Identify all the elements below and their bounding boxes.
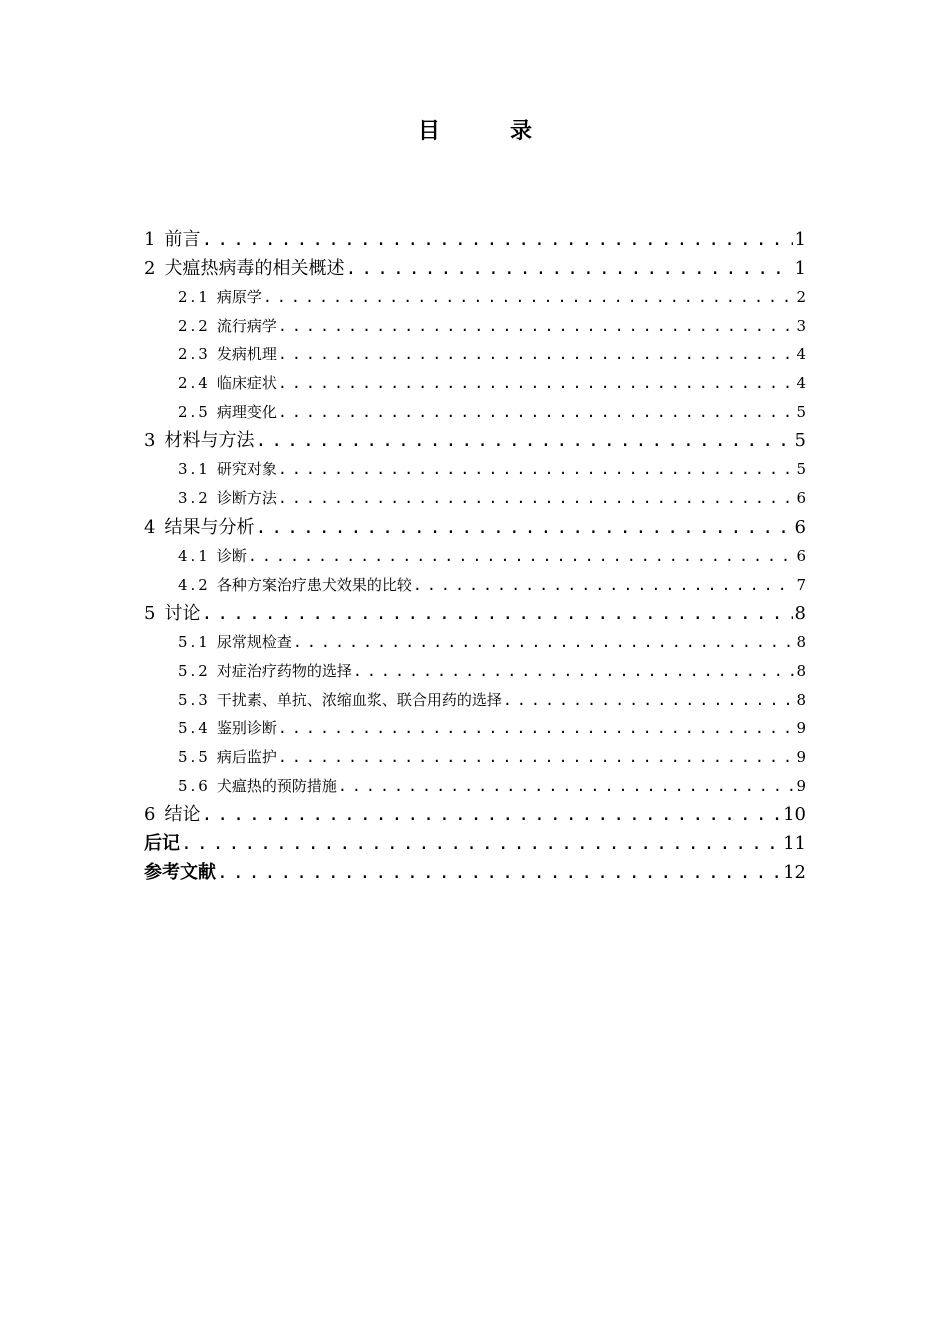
toc-entry[interactable] [144, 628, 806, 657]
toc-entry[interactable] [144, 398, 806, 427]
toc-entry-page-number: 6 [794, 516, 806, 538]
toc-entry[interactable] [144, 513, 806, 542]
toc-entry[interactable] [144, 369, 806, 398]
toc-entry[interactable] [144, 225, 806, 254]
toc-entry[interactable] [144, 599, 806, 628]
toc-dot-leader [278, 743, 795, 772]
toc-dot-leader [278, 714, 795, 743]
toc-entry[interactable] [144, 657, 806, 686]
toc-dot-leader [201, 599, 792, 628]
toc-entry-title: 发病机理 [216, 345, 277, 364]
toc-entry-page-number: 2 [796, 288, 806, 306]
toc-entry-number: 5.4 [178, 719, 211, 738]
toc-entry[interactable] [144, 829, 806, 858]
toc-entry-number: 5.6 [178, 776, 211, 795]
toc-dot-leader [255, 426, 792, 455]
toc-entry-title: 对症治疗药物的选择 [216, 661, 352, 680]
toc-entry-page-number: 12 [783, 862, 806, 884]
toc-dot-leader [278, 484, 795, 513]
toc-entry[interactable] [144, 484, 806, 513]
toc-entry-page-number: 8 [796, 633, 806, 652]
toc-entry-title: 犬瘟热的预防措施 [216, 776, 337, 795]
toc-dot-leader [278, 340, 795, 369]
toc-dot-leader [278, 312, 795, 341]
toc-entry-title: 讨论 [164, 603, 201, 625]
toc-entry-number: 2.1 [178, 288, 211, 306]
toc-entry-title: 病原学 [216, 288, 262, 306]
toc-dot-leader [353, 657, 795, 686]
toc-entry-page-number: 3 [796, 316, 806, 335]
toc-entry-title: 结果与分析 [164, 516, 255, 538]
toc-entry-number: 5.5 [178, 747, 211, 766]
toc-entry-page-number: 8 [796, 690, 806, 709]
toc-entry-title: 各种方案治疗患犬效果的比较 [216, 575, 412, 594]
toc-dot-leader [217, 858, 781, 887]
toc-dot-leader [248, 542, 795, 571]
toc-entry-page-number: 9 [796, 776, 806, 795]
toc-entry-page-number: 9 [796, 719, 806, 738]
toc-entry-page-number: 10 [783, 804, 806, 826]
toc-entry[interactable] [144, 571, 806, 600]
toc-entry-page-number: 4 [796, 345, 806, 364]
toc-entry-title: 尿常规检查 [216, 633, 292, 652]
toc-dot-leader [345, 254, 792, 283]
toc-entry[interactable] [144, 455, 806, 484]
toc-dot-leader [201, 225, 792, 254]
toc-entry-number: 2.3 [178, 345, 211, 364]
toc-entry-title: 干扰素、单抗、浓缩血浆、联合用药的选择 [216, 690, 502, 709]
toc-entry[interactable] [144, 714, 806, 743]
toc-dot-leader [293, 628, 795, 657]
toc-entry-number: 4.1 [178, 546, 211, 565]
toc-entry[interactable] [144, 283, 806, 312]
toc-entry-number: 5.1 [178, 633, 211, 652]
toc-entry-number: 5.2 [178, 661, 211, 680]
toc-entry-number: 6 [144, 804, 156, 826]
toc-entry-title: 鉴别诊断 [216, 719, 277, 738]
toc-entry-title: 研究对象 [216, 460, 277, 479]
toc-entry-number: 3 [144, 430, 156, 452]
toc-entry-title: 后记 [144, 833, 180, 855]
toc-entry-title: 病理变化 [216, 402, 277, 421]
toc-entry-page-number: 5 [794, 430, 806, 452]
toc-entry-page-number: 6 [796, 546, 806, 565]
toc-dot-leader [278, 455, 795, 484]
toc-entry-number: 2 [144, 258, 156, 279]
toc-entry-title: 参考文献 [144, 862, 216, 884]
table-of-contents [144, 225, 806, 887]
toc-entry-title: 诊断 [216, 546, 247, 565]
toc-entry[interactable] [144, 743, 806, 772]
toc-entry-number: 3.2 [178, 489, 211, 508]
toc-entry[interactable] [144, 686, 806, 715]
toc-dot-leader [278, 398, 795, 427]
toc-entry-page-number: 8 [796, 661, 806, 680]
toc-entry-title: 临床症状 [216, 374, 277, 393]
toc-entry-number: 1 [144, 229, 156, 250]
toc-dot-leader [201, 800, 781, 829]
toc-entry[interactable] [144, 312, 806, 341]
toc-entry[interactable] [144, 542, 806, 571]
toc-entry[interactable] [144, 426, 806, 455]
toc-entry[interactable] [144, 772, 806, 801]
toc-entry-page-number: 6 [796, 489, 806, 508]
toc-entry-page-number: 8 [794, 603, 806, 625]
toc-entry-page-number: 5 [796, 402, 806, 421]
toc-entry-page-number: 11 [783, 833, 806, 855]
toc-entry-number: 2.2 [178, 316, 211, 335]
toc-entry-page-number: 9 [796, 747, 806, 766]
toc-entry-page-number: 1 [794, 258, 806, 279]
toc-entry-number: 5 [144, 603, 156, 625]
toc-entry-number: 4 [144, 516, 156, 538]
toc-entry-title: 流行病学 [216, 316, 277, 335]
toc-dot-leader [263, 283, 795, 312]
page-title: 目 录 [417, 119, 556, 144]
toc-dot-leader [278, 369, 795, 398]
toc-entry[interactable] [144, 254, 806, 283]
toc-dot-leader [413, 571, 795, 600]
toc-entry-title: 诊断方法 [216, 489, 277, 508]
toc-dot-leader [338, 772, 795, 801]
toc-entry-number: 5.3 [178, 690, 211, 709]
toc-dot-leader [503, 686, 795, 715]
toc-dot-leader [181, 829, 781, 858]
toc-entry[interactable] [144, 340, 806, 369]
toc-entry-page-number: 1 [794, 229, 806, 250]
toc-entry-page-number: 5 [796, 460, 806, 479]
toc-entry[interactable] [144, 800, 806, 829]
toc-entry-title: 结论 [164, 804, 201, 826]
toc-entry-title: 材料与方法 [164, 430, 255, 452]
toc-entry-page-number: 7 [796, 575, 806, 594]
toc-entry-title: 前言 [164, 229, 201, 250]
toc-entry-number: 2.4 [178, 374, 211, 393]
toc-entry-number: 3.1 [178, 460, 211, 479]
toc-entry-title: 犬瘟热病毒的相关概述 [164, 258, 345, 279]
toc-entry[interactable] [144, 858, 806, 887]
toc-entry-number: 2.5 [178, 402, 211, 421]
toc-entry-page-number: 4 [796, 374, 806, 393]
toc-entry-title: 病后监护 [216, 747, 277, 766]
toc-dot-leader [255, 513, 792, 542]
toc-entry-number: 4.2 [178, 575, 211, 594]
